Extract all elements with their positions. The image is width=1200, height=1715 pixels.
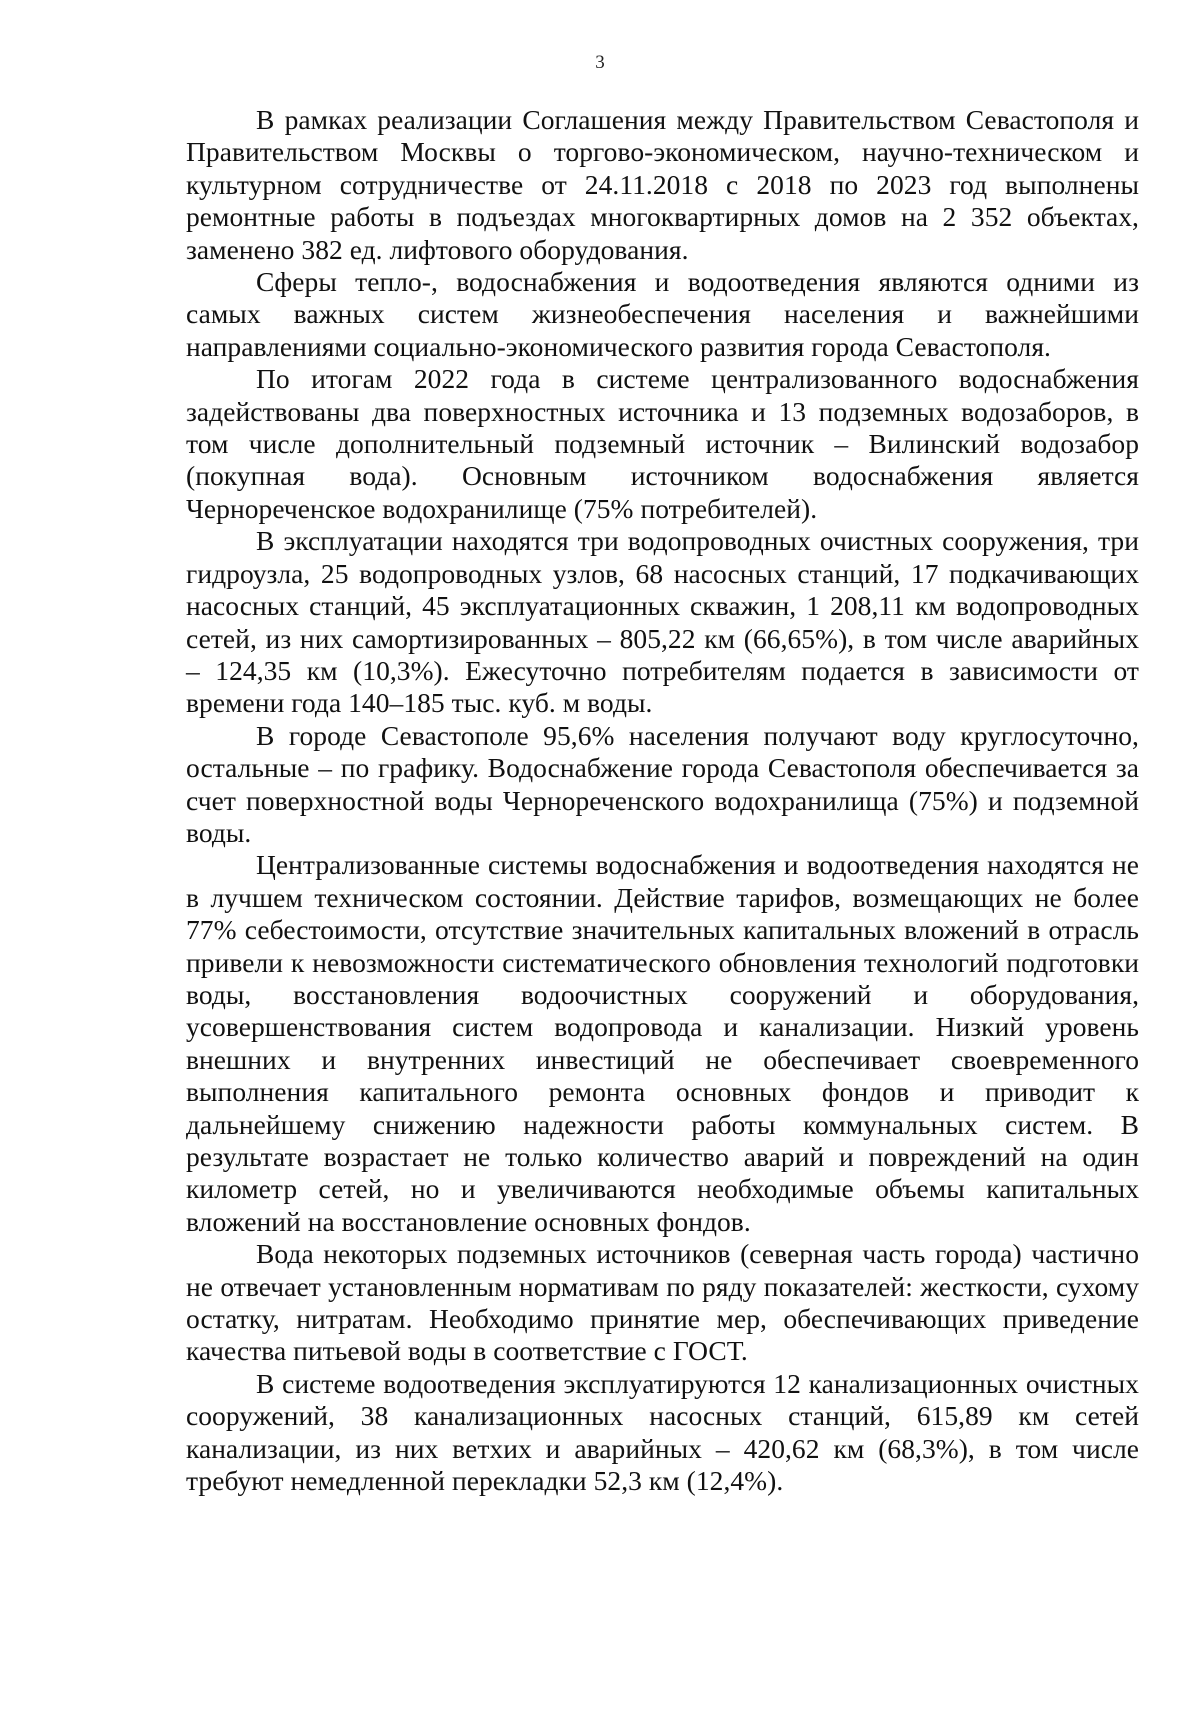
- paragraph-water-supply-coverage: В городе Севастополе 95,6% населения получают воду круглосуточно, остальные – по графику. Водоснабжение города Севастополя обеспечивается за счет поверхностной воды Чернореченского водохранилища (75%) и подземной воды.: [186, 719, 1139, 848]
- paragraph-water-quality: Вода некоторых подземных источников (северная часть города) частично не отвечает установленным нормативам по ряду показателей: жесткости, сухому остатку, нитратам. Необходимо принятие мер, обеспечивающих приведение качества питьевой воды в соответствие с ГОСТ.: [186, 1238, 1139, 1367]
- paragraph-water-infrastructure: В эксплуатации находятся три водопроводных очистных сооружения, три гидроузла, 25 водопроводных узлов, 68 насосных станций, 17 подкачивающих насосных станций, 45 эксплуатационных скважин, 1 208,11 км водопроводных сетей, из них самортизированных – 805,22 км (66,65%), в том числе аварийных – 124,35 км (10,3%). Ежесуточно потребителям подается в зависимости от времени года 140–185 тыс. куб. м воды.: [186, 525, 1139, 719]
- paragraph-utility-spheres: Сферы тепло-, водоснабжения и водоотведения являются одними из самых важных систем жизнеобеспечения населения и важнейшими направлениями социально-экономического развития города Севастополя.: [186, 266, 1139, 362]
- paragraph-technical-condition: Централизованные системы водоснабжения и водоотведения находятся не в лучшем техническом состоянии. Действие тарифов, возмещающих не более 77% себестоимости, отсутствие значительных капитальных вложений в отрасль привели к невозможности систематического обновления технологий подготовки воды, восстановления водоочистных сооружений и оборудования, усовершенствования систем водопровода и канализации. Низкий уровень внешних и внутренних инвестиций не обеспечивает своевременного выполнения капитального ремонта основных фондов и приводит к дальнейшему снижению надежности работы коммунальных систем. В результате возрастает не только количество аварий и повреждений на один километр сетей, но и увеличиваются необходимые объемы капитальных вложений на восстановление основных фондов.: [186, 849, 1139, 1237]
- page-number: 3: [595, 52, 605, 73]
- document-body: [186, 104, 1139, 1497]
- paragraph-agreement-repairs: В рамках реализации Соглашения между Правительством Севастополя и Правительством Москвы о торгово-экономическом, научно-техническом и культурном сотрудничестве от 24.11.2018 с 2018 по 2023 год выполнены ремонтные работы в подъездах многоквартирных домов на 2 352 объектах, заменено 382 ед. лифтового оборудования.: [186, 104, 1139, 265]
- paragraph-sewerage-system: В системе водоотведения эксплуатируются 12 канализационных очистных сооружений, 38 канализационных насосных станций, 615,89 км сетей канализации, из них ветхих и аварийных – 420,62 км (68,3%), в том числе требуют немедленной перекладки 52,3 км (12,4%).: [186, 1367, 1139, 1497]
- paragraph-water-sources: По итогам 2022 года в системе централизованного водоснабжения задействованы два поверхностных источника и 13 подземных водозаборов, в том числе дополнительный подземный источник – Вилинский водозабор (покупная вода). Основным источником водоснабжения является Чернореченское водохранилище (75% потребителей).: [186, 363, 1139, 524]
